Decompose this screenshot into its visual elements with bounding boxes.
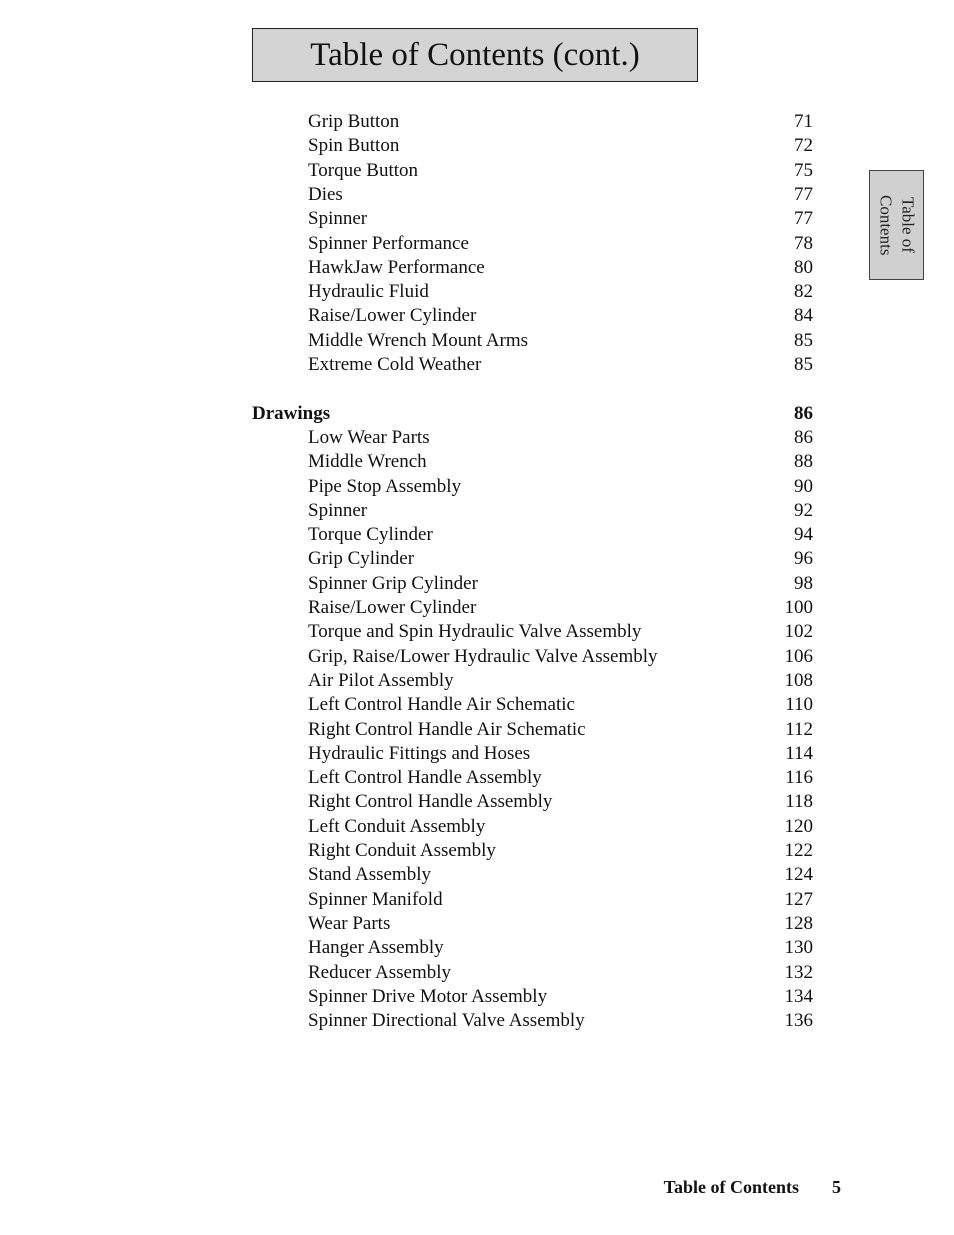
toc-entry-label: HawkJaw Performance (308, 256, 485, 278)
toc-entry-label: Torque and Spin Hydraulic Valve Assembly (308, 621, 642, 643)
toc-entry[interactable] (0, 839, 954, 863)
toc-entry[interactable] (0, 159, 954, 183)
toc-entry-label: Spinner Grip Cylinder (308, 572, 478, 594)
toc-entry-page: 77 (794, 183, 813, 205)
toc-entry[interactable] (0, 718, 954, 742)
toc-entry-page: 110 (785, 694, 813, 716)
toc-entry-label: Spinner (308, 499, 368, 521)
toc-entry-label: Spinner Manifold (308, 888, 443, 910)
toc-entry-page: 71 (794, 111, 813, 132)
toc-entry-page: 78 (794, 232, 813, 254)
toc-entry-page: 134 (784, 985, 813, 1007)
toc-entry-page: 120 (784, 815, 813, 837)
toc-entry-label: Raise/Lower Cylinder (308, 597, 477, 618)
toc-entry[interactable] (0, 475, 954, 499)
toc-entry[interactable] (0, 815, 954, 839)
toc-entry-label: Right Conduit Assembly (308, 840, 496, 861)
toc-entry[interactable] (0, 742, 954, 766)
toc-entry-page: 77 (794, 208, 813, 230)
toc-entry-label: Torque Button (308, 159, 419, 181)
toc-entry-page: 85 (794, 354, 813, 375)
toc-entry-page: 124 (784, 864, 813, 886)
toc-entry[interactable] (0, 766, 954, 790)
toc-entry[interactable] (0, 863, 954, 887)
toc-entry-page: 80 (794, 256, 813, 278)
toc-entry-page: 102 (784, 621, 813, 643)
section-tab-line2: Contents (876, 194, 896, 256)
toc-entry-page: 94 (794, 524, 813, 546)
toc-entry-page: 90 (794, 475, 813, 497)
toc-entry-label: Pipe Stop Assembly (308, 475, 462, 497)
toc-entry[interactable] (0, 207, 954, 231)
toc-entry-label: Right Control Handle Air Schematic (308, 718, 586, 740)
toc-entry[interactable] (0, 304, 954, 328)
toc-entry[interactable] (0, 1009, 954, 1033)
toc-entry-page: 118 (785, 791, 813, 813)
toc-entry[interactable] (0, 280, 954, 304)
toc-entry-page: 82 (794, 281, 813, 303)
toc-entry[interactable] (0, 426, 954, 450)
toc-entry-page: 108 (784, 669, 813, 691)
toc-entry[interactable] (0, 985, 954, 1009)
toc-entry-label: Right Control Handle Assembly (308, 791, 553, 813)
toc-entry[interactable] (0, 912, 954, 936)
toc-entry-label: Torque Cylinder (308, 524, 433, 546)
toc-entry-page: 100 (784, 597, 813, 618)
toc-entry-page: 96 (794, 548, 813, 570)
toc-entry-label: Middle Wrench (308, 451, 427, 473)
toc-entry-label: Air Pilot Assembly (308, 669, 454, 691)
toc-section-label: Drawings (252, 402, 331, 424)
toc-entry-page: 98 (794, 572, 813, 594)
toc-entry-label: Grip Cylinder (308, 548, 415, 570)
toc-entry-label: Extreme Cold Weather (308, 354, 482, 375)
toc-entry-label: Left Control Handle Air Schematic (308, 694, 575, 716)
toc-entry-label: Low Wear Parts (308, 426, 430, 448)
toc-entry-page: 106 (784, 645, 813, 667)
toc-entry-page: 136 (784, 1010, 813, 1032)
toc-entry-page: 72 (794, 135, 813, 157)
toc-entry-label: Hydraulic Fluid (308, 281, 429, 303)
toc-entry[interactable] (0, 256, 954, 280)
toc-entry[interactable] (0, 790, 954, 814)
toc-entry[interactable] (0, 936, 954, 960)
toc-entry-label: Left Conduit Assembly (308, 815, 486, 837)
toc-entry-label: Reducer Assembly (308, 961, 452, 983)
toc-entry-page: 85 (794, 329, 813, 351)
toc-entry-label: Middle Wrench Mount Arms (308, 329, 529, 351)
toc-entry-page: 84 (794, 305, 813, 327)
toc-entry[interactable] (0, 110, 954, 134)
footer-title: Table of Contents (663, 1177, 799, 1197)
toc-entry-label: Stand Assembly (308, 864, 431, 886)
toc-entry[interactable] (0, 329, 954, 353)
toc-entry[interactable] (0, 596, 954, 620)
toc-entry-label: Grip Button (308, 111, 400, 132)
toc-entry[interactable] (0, 961, 954, 985)
toc-entry[interactable] (0, 450, 954, 474)
toc-entry[interactable] (0, 353, 954, 377)
toc-entry-label: Dies (308, 183, 343, 205)
toc-section-heading[interactable] (0, 402, 954, 426)
toc-entry-label: Wear Parts (308, 912, 391, 934)
toc-entry-label: Raise/Lower Cylinder (308, 305, 477, 327)
toc-entry-page: 92 (794, 499, 813, 521)
toc-entry-page: 116 (785, 767, 813, 789)
footer-page-number: 5 (832, 1177, 841, 1197)
toc-entry-page: 127 (784, 888, 813, 910)
toc-entry[interactable] (0, 499, 954, 523)
toc-entry[interactable] (0, 572, 954, 596)
toc-entry-page: 128 (784, 912, 813, 934)
toc-entry[interactable] (0, 669, 954, 693)
toc-entry-label: Hydraulic Fittings and Hoses (308, 742, 531, 764)
toc-entry-page: 86 (794, 426, 813, 448)
toc-section-page: 86 (794, 402, 813, 424)
section-tab-line1: Table of (898, 197, 918, 253)
toc-entry[interactable] (0, 183, 954, 207)
page-title: Table of Contents (cont.) (310, 36, 640, 73)
toc-entry-label: Spinner Drive Motor Assembly (308, 985, 548, 1007)
toc-entry-label: Spinner Directional Valve Assembly (308, 1010, 585, 1032)
toc-entry[interactable] (0, 232, 954, 256)
toc-entry-page: 75 (794, 159, 813, 181)
toc-entry-label: Spinner (308, 208, 368, 230)
toc-entry-label: Spinner Performance (308, 232, 469, 254)
toc-entry[interactable] (0, 693, 954, 717)
page-footer (0, 1175, 954, 1199)
toc-entry-page: 88 (794, 451, 813, 473)
page-title-box (252, 28, 698, 82)
toc-entry[interactable] (0, 888, 954, 912)
toc-entry-page: 130 (784, 937, 813, 959)
toc-entry-label: Left Control Handle Assembly (308, 767, 542, 789)
toc-entry-page: 112 (785, 718, 813, 740)
toc-entry-label: Spin Button (308, 135, 400, 157)
toc-entry[interactable] (0, 645, 954, 669)
toc-entry[interactable] (0, 620, 954, 644)
toc-entry-label: Hanger Assembly (308, 937, 444, 959)
toc-entry-page: 122 (784, 840, 813, 861)
toc-entry-label: Grip, Raise/Lower Hydraulic Valve Assembly (308, 645, 658, 667)
toc-entry[interactable] (0, 547, 954, 571)
toc-entry[interactable] (0, 134, 954, 158)
toc-entry-page: 114 (785, 742, 813, 764)
toc-entry-page: 132 (784, 961, 813, 983)
toc-entry[interactable] (0, 523, 954, 547)
